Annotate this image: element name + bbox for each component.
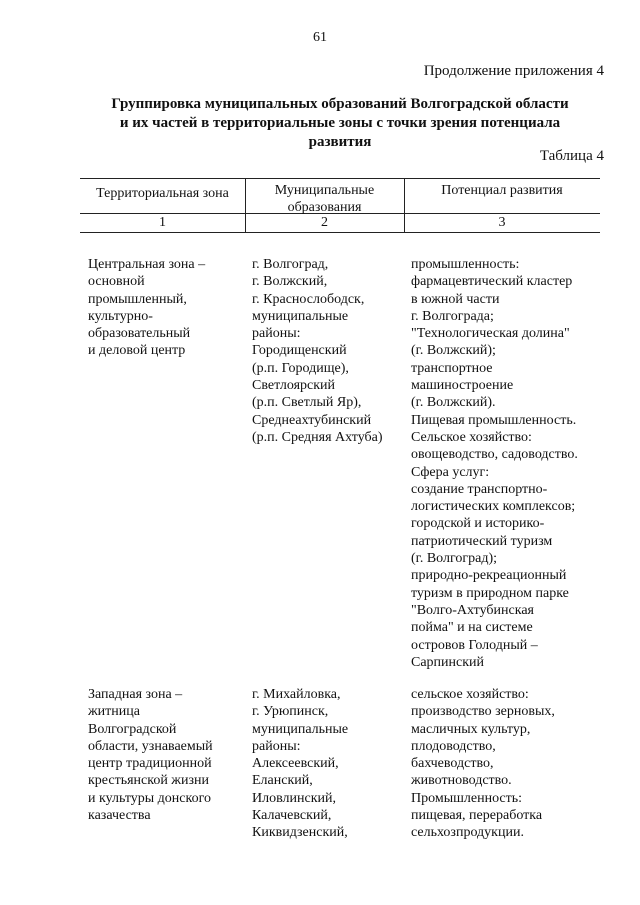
cell-line: плодоводство,	[411, 738, 496, 754]
cell-line: Калачевский,	[252, 808, 332, 824]
cell-line: районы:	[252, 738, 301, 754]
cell-line: Промышленность:	[411, 790, 523, 806]
cell-line: (р.п. Светлый Яр),	[252, 395, 362, 411]
cell-line: транспортное	[411, 360, 493, 376]
cell-line: центр традиционной	[88, 756, 212, 772]
cell-line: Еланский,	[252, 773, 313, 789]
column-number: 2	[321, 215, 328, 230]
cell-line: основной	[88, 274, 145, 290]
number-row-rule	[80, 232, 600, 233]
cell-line: Пищевая промышленность.	[411, 412, 577, 428]
title-line: Группировка муниципальных образований Волгоградской области	[111, 96, 569, 112]
cell-line: пищевая, переработка	[411, 808, 543, 824]
cell-line: машиностроение	[411, 378, 514, 394]
row-central-zone	[88, 256, 205, 360]
title-line: и их частей в территориальные зоны с точки зрения потенциала	[119, 115, 561, 131]
cell-line: патриотический туризм	[411, 533, 553, 549]
continuation-note: Продолжение приложения 4	[423, 63, 604, 79]
document-title	[80, 95, 600, 152]
row-western-municipal	[252, 686, 348, 842]
row-western-zone	[88, 686, 213, 824]
column-number: 1	[159, 215, 166, 230]
cell-line: Волгоградской	[88, 721, 177, 737]
cell-line: масличных культур,	[411, 721, 531, 737]
cell-line: и деловой центр	[88, 343, 186, 359]
cell-line: овощеводство, садоводство.	[411, 447, 578, 463]
cell-line: "Волго-Ахтубинская	[411, 602, 534, 618]
cell-line: Алексеевский,	[252, 756, 339, 772]
table-label: Таблица 4	[539, 148, 604, 164]
cell-line: и культуры донского	[88, 790, 211, 806]
cell-line: Сфера услуг:	[411, 464, 490, 480]
header-municipal-line: образования	[287, 200, 362, 215]
cell-line: Светлоярский	[252, 378, 336, 394]
cell-line: (р.п. Городище),	[252, 360, 349, 376]
cell-line: образовательный	[88, 326, 191, 342]
cell-line: создание транспортно-	[411, 481, 548, 497]
cell-line: Сельское хозяйство:	[411, 429, 532, 445]
cell-line: Иловлинский,	[252, 790, 336, 806]
cell-line: Западная зона –	[88, 687, 183, 702]
cell-line: сельхозпродукции.	[411, 825, 524, 841]
cell-line: промышленный,	[88, 291, 187, 307]
header-potential: Потенциал развития	[441, 183, 563, 198]
cell-line: Сарпинский	[411, 654, 485, 670]
cell-line: муниципальные	[252, 308, 349, 324]
cell-line: промышленность:	[411, 257, 520, 272]
table-top-rule	[80, 178, 600, 179]
cell-line: крестьянской жизни	[88, 773, 209, 789]
row-central-potential	[411, 256, 578, 671]
header-municipal-line: Муниципальные	[274, 183, 375, 198]
cell-line: житница	[88, 704, 140, 720]
page-number: 61	[313, 30, 327, 45]
cell-line: в южной части	[411, 291, 500, 307]
cell-line: производство зерновых,	[411, 704, 555, 720]
cell-line: муниципальные	[252, 721, 349, 737]
cell-line: островов Голодный –	[411, 637, 538, 653]
cell-line: природно-рекреационный	[411, 568, 567, 584]
cell-line: туризм в природном парке	[411, 585, 569, 601]
cell-line: области, узнаваемый	[88, 738, 213, 754]
cell-line: г. Урюпинск,	[252, 704, 329, 720]
cell-line: районы:	[252, 326, 301, 342]
cell-line: животноводство.	[411, 773, 512, 789]
cell-line: Среднеахтубинский	[252, 412, 372, 428]
cell-line: (г. Волжский);	[411, 343, 496, 359]
cell-line: (р.п. Средняя Ахтуба)	[252, 429, 383, 445]
cell-line: сельское хозяйство:	[411, 687, 529, 702]
cell-line: г. Краснослободск,	[252, 291, 365, 307]
cell-line: бахчеводство,	[411, 756, 494, 772]
cell-line: Киквидзенский,	[252, 825, 348, 841]
cell-line: Городищенский	[252, 343, 347, 359]
title-line: развития	[308, 134, 372, 150]
cell-line: городской и историко-	[411, 516, 545, 532]
cell-line: г. Волжский,	[252, 274, 328, 290]
row-central-municipal	[252, 256, 383, 446]
cell-line: Центральная зона –	[88, 257, 206, 272]
cell-line: г. Волгоград,	[252, 257, 329, 272]
cell-line: культурно-	[88, 308, 153, 324]
cell-line: пойма" и на системе	[411, 620, 533, 636]
cell-line: "Технологическая долина"	[411, 326, 570, 342]
cell-line: г. Михайловка,	[252, 687, 341, 702]
row-western-potential	[411, 686, 555, 842]
header-municipal	[245, 182, 404, 216]
cell-line: (г. Волжский).	[411, 395, 496, 411]
cell-line: г. Волгограда;	[411, 308, 494, 324]
cell-line: фармацевтический кластер	[411, 274, 573, 290]
cell-line: казачества	[88, 808, 151, 824]
header-zone: Территориальная зона	[96, 186, 229, 201]
cell-line: логистических комплексов;	[411, 499, 576, 515]
cell-line: (г. Волгоград);	[411, 551, 497, 567]
column-number: 3	[498, 215, 506, 230]
